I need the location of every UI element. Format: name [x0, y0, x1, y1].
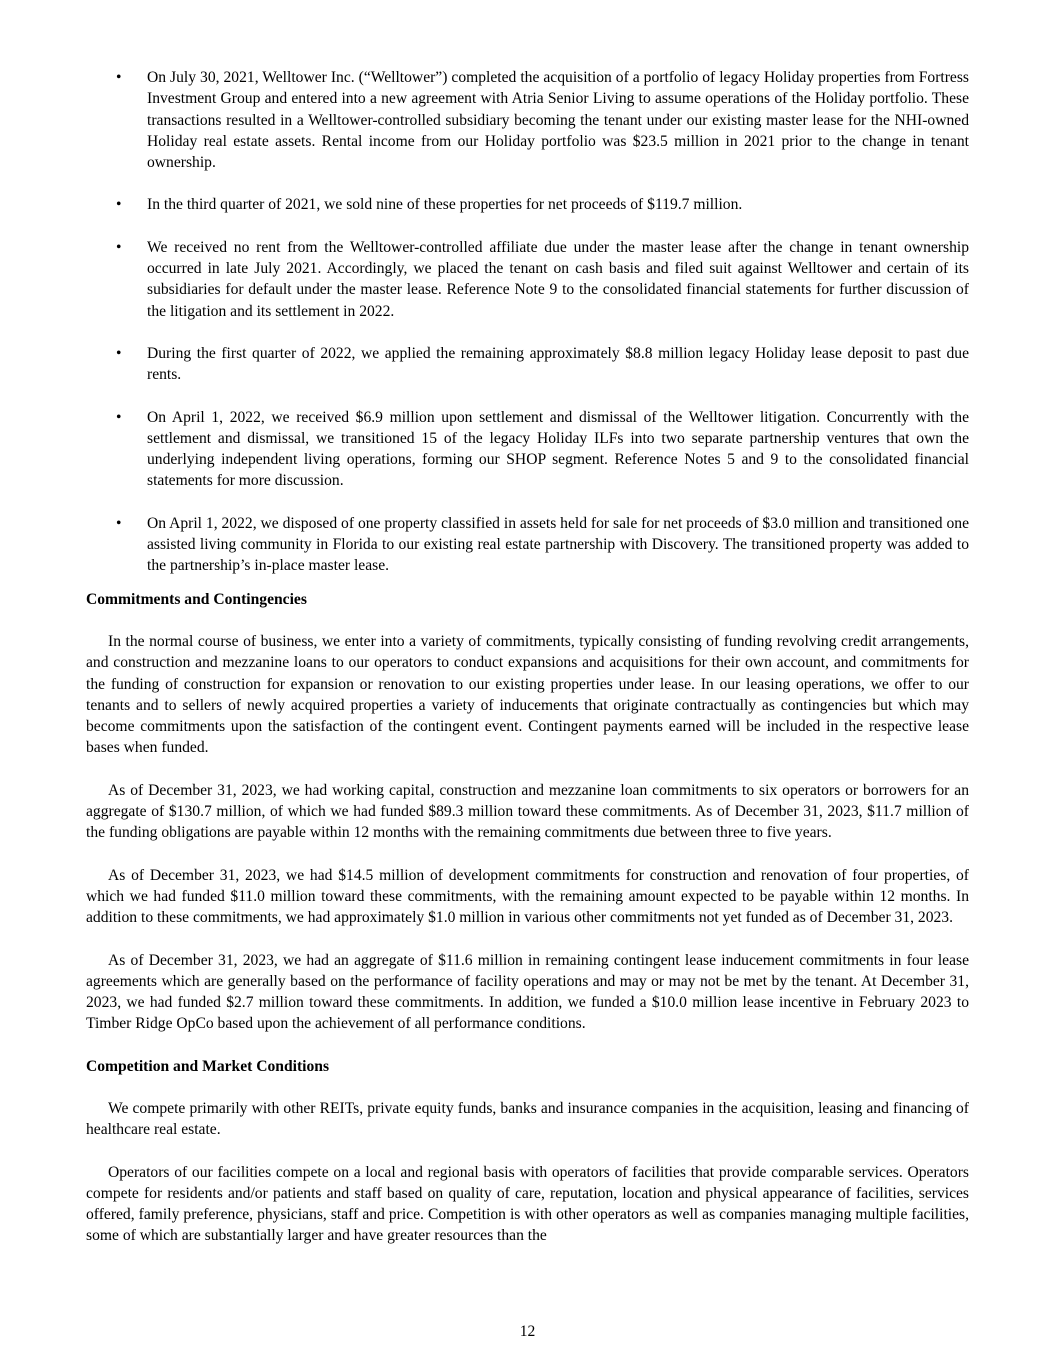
paragraph: As of December 31, 2023, we had $14.5 million of development commitments for construction and renovation of four properties, of which we had funded $11.0 million toward these commitments, with the remaining amount expected to be payable within 12 months. In addition to these commitments, we had approximately $1.0 million in various other commitments not yet funded as of December 31, 2023. [86, 866, 969, 927]
bullet-icon: • [116, 408, 122, 426]
page-number: 12 [519, 1323, 536, 1340]
bullet-text: On April 1, 2022, we disposed of one property classified in assets held for sale for net proceeds of $3.0 million and transitioned one assisted living community in Florida to our existing real estate partnership with Discovery. The transitioned property was added to the partnership’s in-place master lease. [147, 514, 969, 575]
paragraph: Operators of our facilities compete on a local and regional basis with operators of facilities that provide comparable services. Operators compete for residents and/or patients and staff based on quality of care, reputation, location and physical appearance of facilities, services offered, family preference, physicians, staff and price. Competition is with other operators as well as companies managing multiple facilities, some of which are substantially larger and have greater resources than the [86, 1163, 969, 1245]
bullet-icon: • [116, 514, 122, 532]
bullet-text: In the third quarter of 2021, we sold nine of these properties for net proceeds of $119.7 million. [147, 196, 743, 214]
bullet-item [86, 67, 969, 173]
section-heading-commitments: Commitments and Contingencies [86, 590, 307, 608]
bullet-icon: • [116, 196, 122, 214]
bullet-icon: • [116, 69, 122, 86]
bullet-text: On April 1, 2022, we received $6.9 million upon settlement and dismissal of the Welltower litigation. Concurrently with the settlement and dismissal, we transitioned 15 of the legacy Holiday ILFs into two separate partnership ventures that own the underlying independent living operations, forming our SHOP segment. Reference Notes 5 and 9 to the consolidated financial statements for more discussion. [147, 408, 969, 490]
bullet-list [86, 67, 969, 577]
bullet-icon: • [116, 238, 122, 256]
paragraph: We compete primarily with other REITs, private equity funds, banks and insurance companies in the acquisition, leasing and financing of healthcare real estate. [86, 1099, 969, 1139]
paragraph: As of December 31, 2023, we had an aggregate of $11.6 million in remaining contingent lease inducement commitments in four lease agreements which are generally based on the performance of facility operations and may or may not be met by the tenant. At December 31, 2023, we had funded $2.7 million toward these commitments. In addition, we funded a $10.0 million lease incentive in February 2023 to Timber Ridge OpCo based upon the achievement of all performance conditions. [86, 951, 969, 1033]
bullet-item [86, 513, 969, 577]
bullet-item [86, 407, 969, 492]
bullet-text: On July 30, 2021, Welltower Inc. (“Welltower”) completed the acquisition of a portfolio of legacy Holiday properties from Fortress Investment Group and entered into a new agreement with Atria Senior Living to assume operations of the Holiday portfolio. These transactions resulted in a Welltower-controlled subsidiary becoming the tenant under our existing master lease for the NHI-owned Holiday real estate assets. Rental income from our Holiday portfolio was $23.5 million in 2021 prior to the change in tenant ownership. [147, 69, 969, 172]
bullet-icon: • [116, 344, 122, 362]
bullet-item [86, 343, 969, 386]
document-page [86, 67, 969, 1268]
bullet-text: During the first quarter of 2022, we applied the remaining approximately $8.8 million legacy Holiday lease deposit to past due rents. [147, 344, 969, 384]
bullet-item [86, 237, 969, 322]
bullet-text: We received no rent from the Welltower-controlled affiliate due under the master lease after the change in tenant ownership occurred in late July 2021. Accordingly, we placed the tenant on cash basis and filed suit against Welltower and certain of its subsidiaries for default under the master lease. Reference Note 9 to the consolidated financial statements for further discussion of the litigation and its settlement in 2022. [147, 238, 969, 320]
section-heading-competition: Competition and Market Conditions [86, 1057, 330, 1075]
paragraph: In the normal course of business, we enter into a variety of commitments, typically consisting of funding revolving credit arrangements, and construction and mezzanine loans to our operators to conduct expansions and acquisitions for their own account, and commitments for the funding of construction for expansion or renovation to our existing properties under lease. In our leasing operations, we offer to our tenants and to sellers of newly acquired properties a variety of inducements that originate contractually as contingencies but which may become commitments upon the satisfaction of the contingent event. Contingent payments earned will be included in the respective lease bases when funded. [86, 632, 969, 757]
paragraph: As of December 31, 2023, we had working capital, construction and mezzanine loan commitments to six operators or borrowers for an aggregate of $130.7 million, of which we had funded $89.3 million toward these commitments. As of December 31, 2023, $11.7 million of the funding obligations are payable within 12 months with the remaining commitments due between three to five years. [86, 781, 969, 842]
bullet-item [86, 194, 969, 215]
